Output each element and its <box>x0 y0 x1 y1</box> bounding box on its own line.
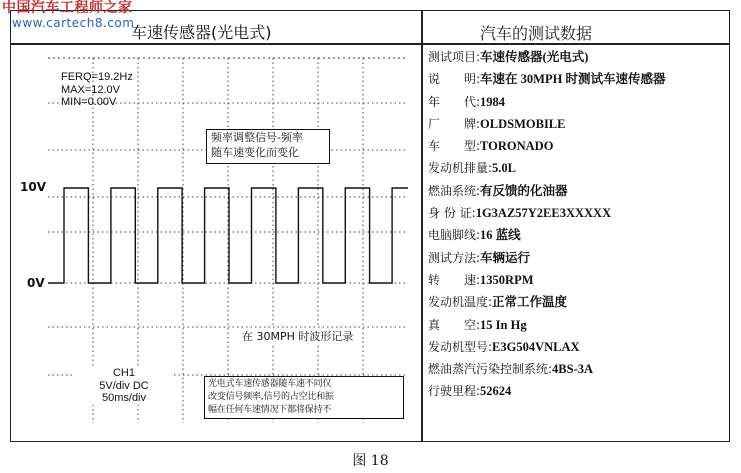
test-data-list <box>428 46 724 403</box>
readout-min: MIN=0.00V <box>61 96 117 108</box>
test-data-row <box>428 202 724 224</box>
test-data-value: 16 蓝线 <box>480 228 521 243</box>
channel-name: CH1 <box>112 367 135 379</box>
scope-readout <box>61 71 133 109</box>
right-panel-title: 汽车的测试数据 <box>480 24 593 43</box>
test-data-label: 燃油系统: <box>428 183 481 198</box>
test-data-value: 有反馈的化油器 <box>480 183 568 198</box>
test-data-label: 年 代: <box>428 94 481 109</box>
waveform-note <box>204 376 404 419</box>
test-data-value: 4BS-3A <box>552 362 594 377</box>
y-label-0v: 0V <box>27 276 45 290</box>
left-panel-title: 车速传感器(光电式) <box>131 23 272 42</box>
test-data-value: 52624 <box>480 384 512 399</box>
channel-time-div: 50ms/div <box>101 392 147 404</box>
test-data-label: 车 型: <box>428 139 481 154</box>
callout-line-2: 随车速变化而变化 <box>211 145 299 159</box>
test-data-label: 厂 牌: <box>428 116 481 131</box>
watermark <box>2 1 134 29</box>
test-data-label: 说 明: <box>428 72 481 87</box>
readout-frequency: FERQ=19.2Hz <box>61 71 133 83</box>
panel-divider <box>421 11 423 441</box>
test-data-value: E3G504VNLAX <box>492 339 580 354</box>
figure-caption: 图 18 <box>352 453 389 469</box>
test-data-row <box>428 113 724 135</box>
test-data-value: 正常工作温度 <box>492 295 568 310</box>
test-data-value: 1G3AZ57Y2EE3XXXXX <box>475 206 612 221</box>
test-data-label: 行驶里程: <box>428 384 481 399</box>
test-data-value: 车速传感器(光电式) <box>480 50 589 64</box>
test-data-row <box>428 46 724 68</box>
channel-info <box>74 367 174 405</box>
test-data-row <box>428 180 724 202</box>
test-data-value: 5.0L <box>492 161 517 176</box>
test-data-label: 发动机型号: <box>428 339 493 354</box>
test-data-row <box>428 157 724 179</box>
note-line-1: 光电式车速传感器随车速不同仅 <box>208 379 332 389</box>
test-data-row <box>428 314 724 336</box>
test-data-row <box>428 135 724 157</box>
test-data-row <box>428 358 724 380</box>
test-data-label: 测试方法: <box>428 250 481 265</box>
test-data-value: 1350RPM <box>480 272 534 287</box>
header-divider <box>11 43 729 45</box>
waveform-callout <box>206 129 330 164</box>
test-data-value: 车速在 30MPH 时测试车速传感器 <box>480 72 666 87</box>
test-data-value: OLDSMOBILE <box>480 116 566 131</box>
test-data-row <box>428 91 724 113</box>
callout-line-1: 频率调整信号-频率 <box>211 131 303 144</box>
test-data-row <box>428 247 724 269</box>
watermark-text: 中国汽车工程师之家 <box>2 0 133 16</box>
test-data-value: 车辆运行 <box>480 250 531 265</box>
test-data-row <box>428 269 724 291</box>
note-line-2: 改变信号频率,信号的占空比和振 <box>208 392 334 402</box>
channel-volts-div: 5V/div DC <box>99 379 149 392</box>
test-data-row <box>428 68 724 90</box>
test-data-label: 燃油蒸汽污染控制系统: <box>428 362 553 377</box>
test-data-row <box>428 224 724 246</box>
test-data-label: 发动机温度: <box>428 295 493 310</box>
watermark-url: www.cartech8.com <box>12 16 135 30</box>
test-data-row <box>428 380 724 402</box>
test-data-label: 身 份 证: <box>428 206 476 221</box>
waveform-caption: 在 30MPH 时波形记录 <box>242 330 354 343</box>
readout-max: MAX=12.0V <box>61 83 121 96</box>
test-data-label: 电脑脚线: <box>428 228 481 243</box>
test-data-label: 测试项目: <box>428 50 481 64</box>
test-data-row <box>428 291 724 313</box>
note-line-3: 幅在任何车速情况下都将保持不 <box>208 405 332 415</box>
test-data-label: 真 空: <box>428 317 481 332</box>
y-label-10v: 10V <box>20 180 46 194</box>
test-data-value: 1984 <box>480 94 506 109</box>
test-data-row <box>428 336 724 358</box>
test-data-label: 发动机排量: <box>428 161 493 176</box>
test-data-label: 转 速: <box>428 272 481 287</box>
test-data-value: TORONADO <box>480 139 554 154</box>
test-data-value: 15 In Hg <box>480 317 527 332</box>
